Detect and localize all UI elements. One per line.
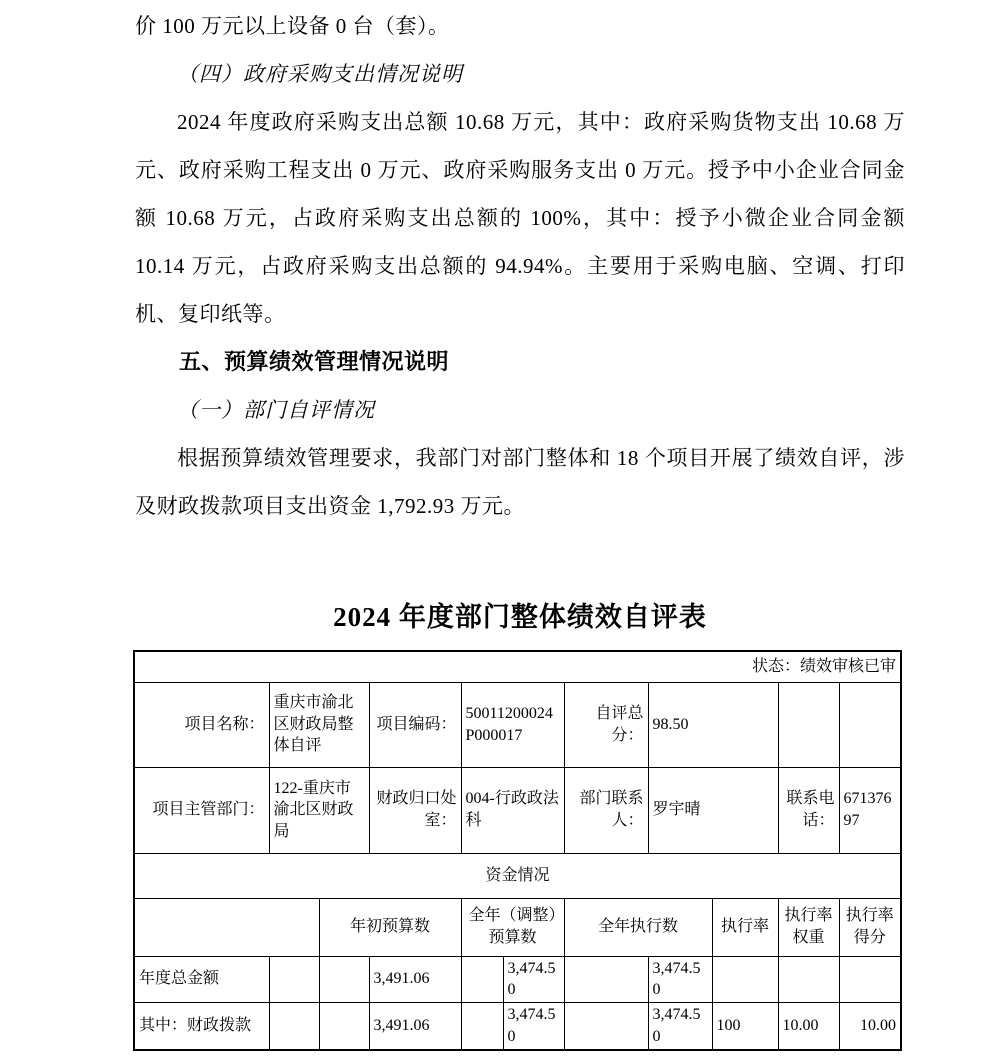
empty-cell <box>839 682 901 767</box>
table-title: 2024 年度部门整体绩效自评表 <box>333 602 707 632</box>
initial-budget-value: 3,491.06 <box>369 1002 461 1050</box>
project-name-label: 项目名称： <box>134 682 269 767</box>
contact-value: 罗宇晴 <box>648 767 778 853</box>
empty-cell <box>269 956 319 1002</box>
paragraph-self-evaluation: 根据预算绩效管理要求，我部门对部门整体和 18 个项目开展了绩效自评，涉及财政拨款项目支出资金 1,792.93 万元。 <box>135 446 905 518</box>
status-row <box>134 651 901 682</box>
rate-weight-value: 10.00 <box>778 1002 839 1050</box>
empty-cell <box>269 1002 319 1050</box>
execution-rate-value <box>712 956 778 1002</box>
performance-self-evaluation-table <box>133 650 902 1051</box>
initial-budget-value: 3,491.06 <box>369 956 461 1002</box>
rate-score-value <box>839 956 901 1002</box>
header-rate-score: 执行率得分 <box>839 898 901 956</box>
project-code-value: 50011200024P000017 <box>461 682 564 767</box>
header-rate-weight: 执行率权重 <box>778 898 839 956</box>
funds-section-title: 资金情况 <box>134 853 901 898</box>
fund-row-fiscal <box>134 1002 901 1050</box>
contact-label: 部门联系人： <box>564 767 648 853</box>
self-score-label: 自评总分： <box>564 682 648 767</box>
adjusted-budget-value: 3,474.50 <box>503 956 564 1002</box>
header-executed: 全年执行数 <box>564 898 712 956</box>
empty-header-cell <box>134 898 319 956</box>
header-adjusted-budget: 全年（调整）预算数 <box>461 898 564 956</box>
office-label: 财政归口处室： <box>369 767 461 853</box>
rate-weight-value <box>778 956 839 1002</box>
header-initial-budget: 年初预算数 <box>319 898 461 956</box>
funds-section-row <box>134 853 901 898</box>
execution-rate-value: 100 <box>712 1002 778 1050</box>
dept-label: 项目主管部门： <box>134 767 269 853</box>
subheading-self-evaluation: （一）部门自评情况 <box>177 398 375 422</box>
empty-cell <box>319 1002 369 1050</box>
executed-value: 3,474.50 <box>648 1002 712 1050</box>
project-code-label: 项目编码： <box>369 682 461 767</box>
subheading-gov-procurement: （四）政府采购支出情况说明 <box>177 62 463 86</box>
fund-row-total <box>134 956 901 1002</box>
empty-cell <box>461 1002 503 1050</box>
paragraph-equipment-continuation: 价 100 万元以上设备 0 台（套）。 <box>135 14 450 38</box>
project-name-value: 重庆市渝北区财政局整体自评 <box>269 682 369 767</box>
adjusted-budget-value: 3,474.50 <box>503 1002 564 1050</box>
empty-cell <box>461 956 503 1002</box>
department-row <box>134 767 901 853</box>
section-heading-performance: 五、预算绩效管理情况说明 <box>179 349 450 374</box>
executed-value: 3,474.50 <box>648 956 712 1002</box>
rate-score-value: 10.00 <box>839 1002 901 1050</box>
empty-cell <box>564 956 648 1002</box>
empty-cell <box>319 956 369 1002</box>
self-score-value: 98.50 <box>648 682 778 767</box>
empty-cell <box>778 682 839 767</box>
fund-row-label: 年度总金额 <box>134 956 269 1002</box>
phone-value: 67137697 <box>839 767 901 853</box>
fund-row-label: 其中：财政拨款 <box>134 1002 269 1050</box>
header-execution-rate: 执行率 <box>712 898 778 956</box>
status-text: 状态：绩效审核已审 <box>134 651 901 682</box>
project-row <box>134 682 901 767</box>
phone-label: 联系电话： <box>778 767 839 853</box>
document-body <box>135 2 905 590</box>
paragraph-procurement-detail: 2024 年度政府采购支出总额 10.68 万元，其中：政府采购货物支出 10.68 万元、政府采购工程支出 0 万元、政府采购服务支出 0 万元。授予中小企业合同金额 10.68 万元，占政府采购支出总额的 100%，其中：授予小微企业合同金额 10.14 万元，占政府采购支出总额的 94.94%。主要用于采购电脑、空调、打印机、复印纸等。 <box>135 110 905 326</box>
dept-value: 122-重庆市渝北区财政局 <box>269 767 369 853</box>
empty-cell <box>564 1002 648 1050</box>
funds-header-row <box>134 898 901 956</box>
office-value: 004-行政政法科 <box>461 767 564 853</box>
